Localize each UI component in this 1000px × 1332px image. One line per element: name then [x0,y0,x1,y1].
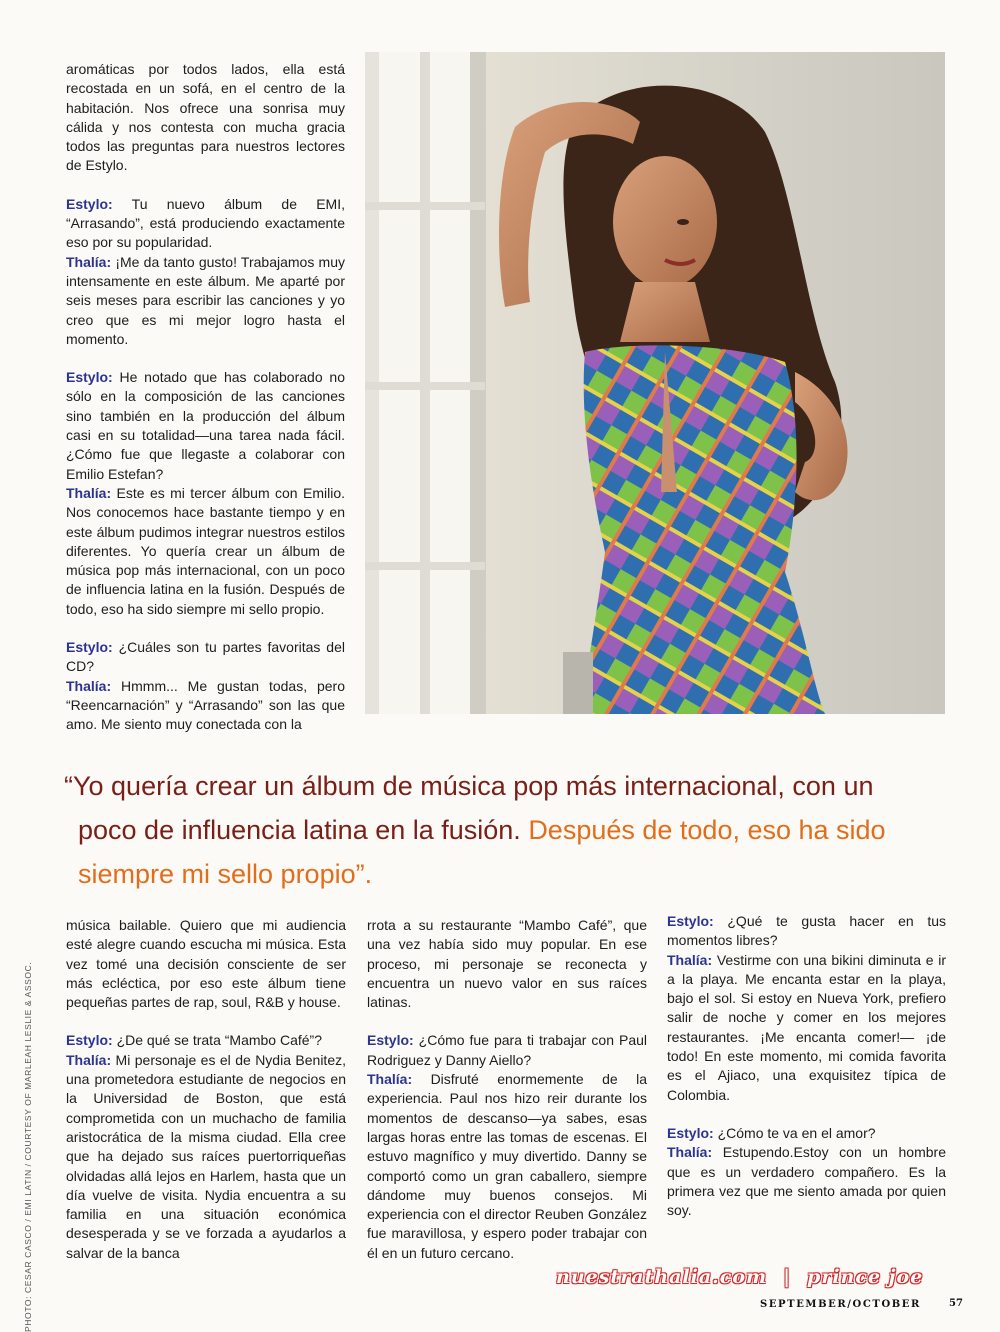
feature-photo [365,52,945,714]
interviewee-label: Thalía: [66,484,112,501]
paragraph: música bailable. Quiero que mi audiencia esté alegre cuando escucha mi música. Esta vez tomé una decisión consciente de ser más ecléctica, por eso este álbum tiene pequeñas partes de rap, soul, R&B y house. [66,917,346,1011]
question-text: ¿Cómo fue para ti trabajar con Paul Rodriguez y Danny Aiello? [367,1032,647,1068]
pull-quote-line-2-orange: Después de todo, eso ha sido [528,815,886,845]
interviewer-label: Estylo: [66,195,113,212]
paragraph: rrota a su restaurante “Mambo Café”, que una vez había sido muy popular. En ese proceso, mi personaje se reconecta y encuentra un nuevo valor en sus raíces latinas. [367,917,647,1011]
photo-credit: PHOTO: CESAR CASCO / EMI LATIN / COURTESY OF MARLEAH LESLIE & ASSOC. [23,961,33,1332]
answer-text: Vestirme con una bikini diminuta e ir a la playa. Me encanta estar en la playa, bajo el sol. Si estoy en Nueva York, prefiero salir de noche y comer en los mejores restaurantes. ¡Me encanta comer!— ¡de todo! En este momento, mi comida favorita es el Ajiaco, una exquisitez típica de Colombia. [667,951,946,1103]
interview-qa-block [667,1124,946,1143]
pull-quote [64,764,964,896]
answer-text: Este es mi tercer álbum con Emilio. Nos conocemos hace bastante tiempo y en este álbum pudimos integrar nuestros estilos diferentes. Yo quería crear un álbum de música pop más internacional, con un poco de influencia latina en la fusión. Después de todo, eso ha sido siempre mi sello propio. [66,484,345,617]
interviewee-label: Thalía: [667,1144,713,1161]
article-column-2 [367,916,647,1263]
question-text: ¿De qué se trata “Mambo Café”? [112,1032,322,1049]
pull-quote-line-2 [64,808,964,852]
interviewee-label: Thalía: [667,951,713,968]
interviewer-label: Estylo: [66,1032,113,1049]
question-text: ¿Cómo te va en el amor? [713,1124,876,1141]
interviewer-label: Estylo: [667,1124,714,1141]
article-column-top [66,60,345,735]
interviewee-label: Thalía: [66,677,112,694]
interview-qa-block [66,368,345,484]
watermark-site: nuestrathalia.com [556,1266,768,1288]
answer-text: ¡Me da tanto gusto! Trabajamos muy intensamente en este álbum. Me aparté por seis meses para escribir las canciones y yo creo que es mi mejor logro hasta el momento. [66,253,345,347]
question-text: He notado que has colaborado no sólo en la composición de las canciones sino también en la producción del álbum casi en su totalidad—una tarea nada fácil. ¿Cómo fue que llegaste a colaborar con Emilio Estefan? [66,369,345,482]
interview-answer [66,253,345,349]
answer-text: Estupendo.Estoy con un hombre que es un verdadero compañero. Es la primera vez que me siento amada por quien soy. [667,1144,946,1219]
interview-qa-block [66,195,345,253]
pull-quote-line-1: “Yo quería crear un álbum de música pop más internacional, con un [64,771,874,801]
question-text: ¿Cuáles son tu partes favoritas del CD? [66,639,345,675]
interviewer-label: Estylo: [66,639,113,656]
interviewer-label: Estylo: [367,1032,414,1049]
question-text: Tu nuevo álbum de EMI, “Arrasando”, está produciendo exactamente eso por su popularidad. [66,195,345,251]
article-column-1 [66,916,346,1263]
interview-answer [667,1143,946,1220]
issue-footer: SEPTEMBER/OCTOBER [760,1299,921,1310]
answer-text: Hmmm... Me gustan todas, pero “Reencarnación” y “Arrasando” son las que amo. Me siento muy conectada con la [66,677,345,733]
interviewee-label: Thalía: [66,1051,112,1068]
interview-answer [66,484,345,619]
answer-text: Disfruté enormemente de la experiencia. Paul nos hizo reir durante los momentos de descanso—ya sabes, esas largas horas entre las tomas de escenas. El estuvo magnífico y muy divertido. Danny se comportó como un gran caballero, siempre dándome muy buenos consejos. Mi experiencia con el director Reuben González fue maravillosa, y espero poder trabajar con él en un futuro cercano. [367,1071,647,1261]
interview-answer [667,951,946,1105]
interview-answer [367,1070,647,1263]
interviewee-label: Thalía: [367,1071,413,1088]
interviewer-label: Estylo: [667,913,714,929]
answer-text: Mi personaje es el de Nydia Benitez, una prometedora estudiante de negocios en la Universidad de Boston, que está comprometida con un muchacho de familia aristocrática de la misma ciudad. Ella cree que ha dejado sus raíces puertorriqueñas olvidadas allá lejos en Harlem, hasta que un día vuelve de visita. Nydia encuentra a su familia en una situación económica desesperada y se ve forzada a ayudarlos a salvar de la banca [66,1051,346,1261]
interview-answer [66,677,345,735]
pull-quote-line-2-dark: poco de influencia latina en la fusión. [78,815,529,845]
interview-qa-block [66,1031,346,1050]
watermark-author: prince joe [807,1266,924,1288]
interviewer-label: Estylo: [66,369,113,386]
site-watermark [556,1266,923,1288]
interview-answer [66,1051,346,1263]
article-column-3 [667,912,946,1220]
watermark-separator: | [783,1266,792,1288]
interview-qa-block [667,912,946,951]
question-text: ¿Qué te gusta hacer en tus momentos libres? [667,913,946,949]
intro-paragraph: aromáticas por todos lados, ella está recostada en un sofá, en el centro de la habitación. Nos ofrece una sonrisa muy cálida y nos contesta con mucha gracia todos las preguntas para nuestros lectores de Estylo. [66,61,345,174]
page-number: 57 [949,1298,963,1309]
pull-quote-line-3: siempre mi sello propio”. [78,859,373,889]
interviewee-label: Thalía: [66,253,112,270]
interview-qa-block [66,638,345,677]
interview-qa-block [367,1031,647,1070]
